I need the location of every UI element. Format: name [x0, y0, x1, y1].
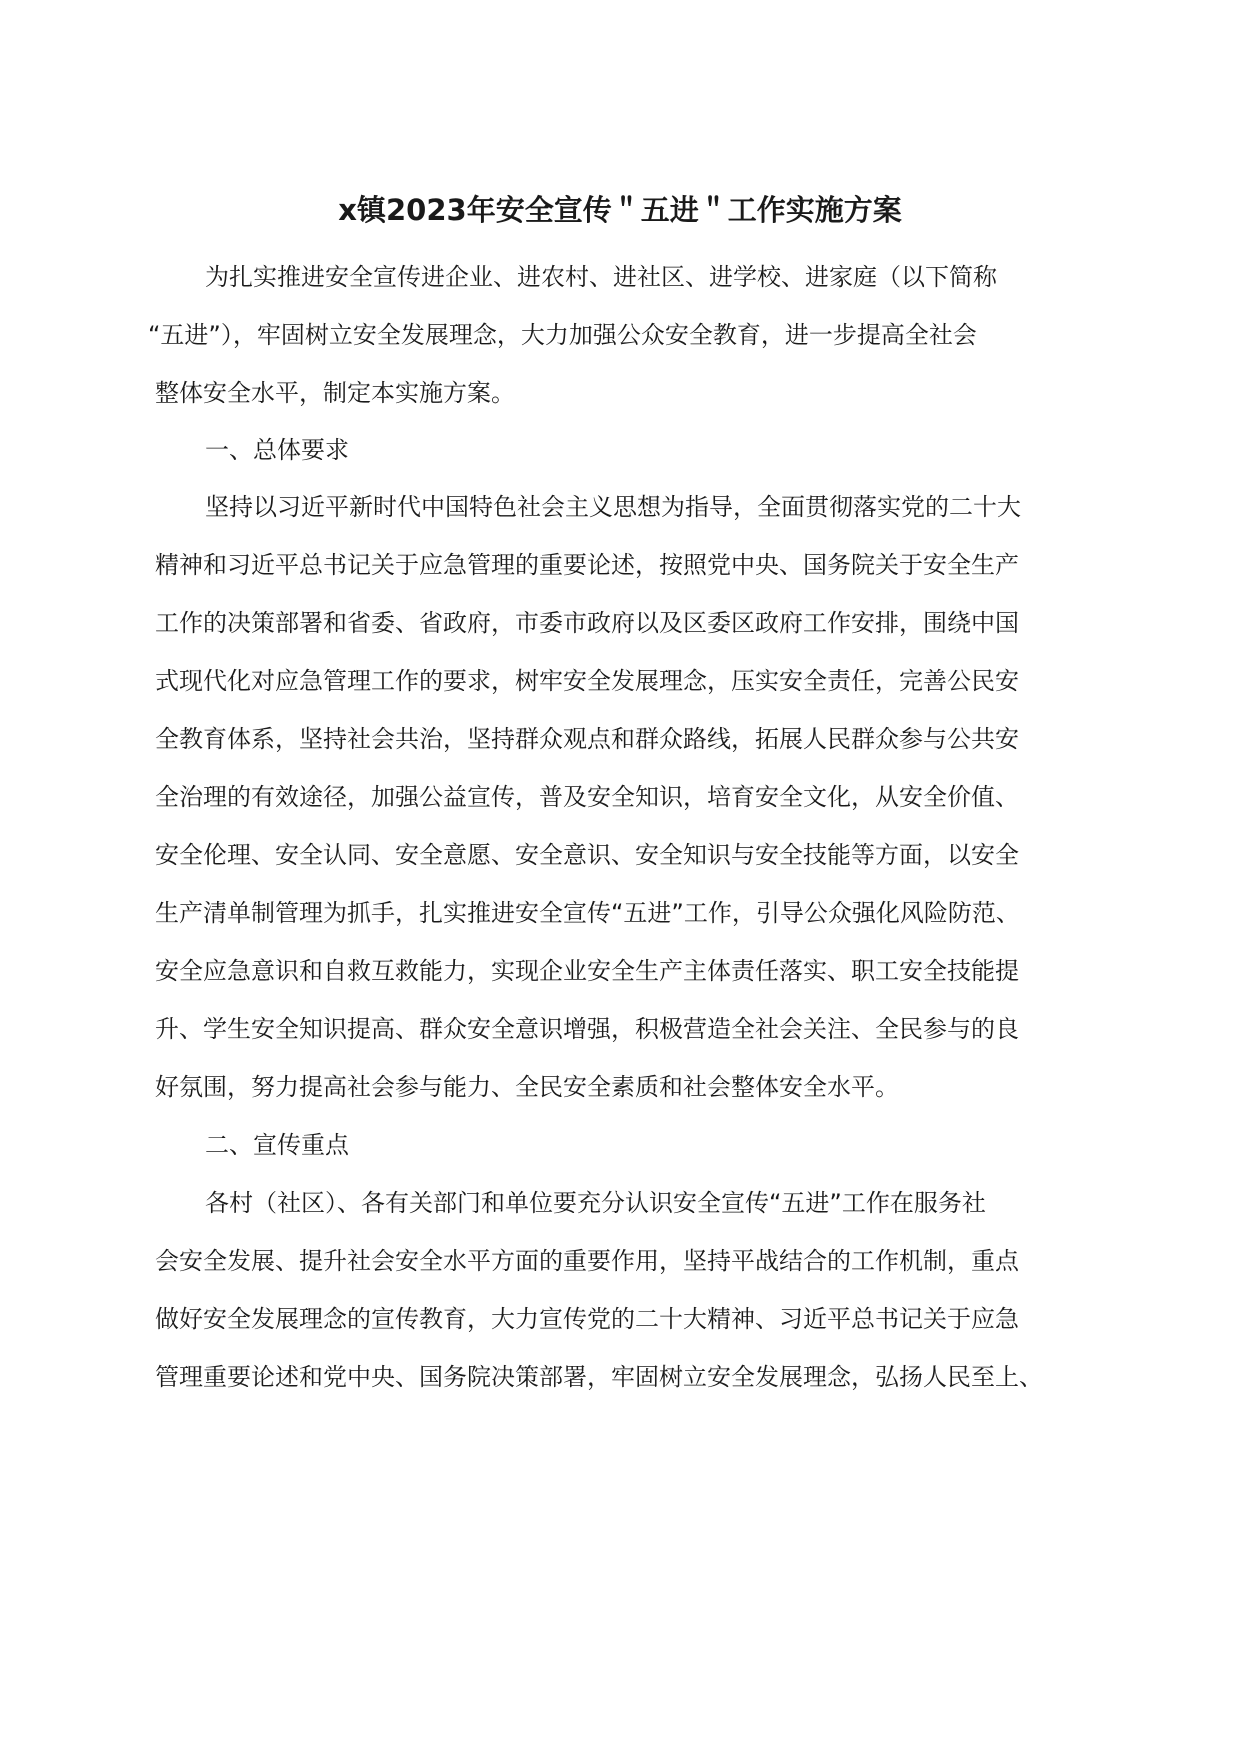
section-heading: 二、宣传重点: [205, 1131, 349, 1159]
paragraph-line: 做好安全发展理念的宣传教育，大力宣传党的二十大精神、习近平总书记关于应急: [155, 1305, 1019, 1333]
paragraph-line: 为扎实推进安全宣传进企业、进农村、进社区、进学校、进家庭（以下简称: [205, 263, 997, 291]
paragraph-line: 式现代化对应急管理工作的要求，树牢安全发展理念，压实安全责任，完善公民安: [155, 667, 1019, 695]
paragraph-line: 全教育体系，坚持社会共治，坚持群众观点和群众路线，拓展人民群众参与公共安: [155, 725, 1019, 753]
paragraph-line: 工作的决策部署和省委、省政府，市委市政府以及区委区政府工作安排，围绕中国: [155, 609, 1019, 637]
paragraph-line: 整体安全水平，制定本实施方案。: [155, 379, 515, 407]
document-title: x镇2023年安全宣传＂五进＂工作实施方案: [338, 193, 902, 227]
paragraph-line: “五进”），牢固树立安全发展理念，大力加强公众安全教育，进一步提高全社会: [148, 321, 977, 349]
section-heading: 一、总体要求: [205, 436, 349, 464]
paragraph-line: 全治理的有效途径，加强公益宣传，普及安全知识，培育安全文化，从安全价值、: [155, 783, 1019, 811]
paragraph-line: 安全应急意识和自救互救能力，实现企业安全生产主体责任落实、职工安全技能提: [155, 957, 1019, 985]
paragraph-line: 安全伦理、安全认同、安全意愿、安全意识、安全知识与安全技能等方面，以安全: [155, 841, 1019, 869]
paragraph-line: 会安全发展、提升社会安全水平方面的重要作用，坚持平战结合的工作机制，重点: [155, 1247, 1019, 1275]
paragraph-line: 管理重要论述和党中央、国务院决策部署，牢固树立安全发展理念，弘扬人民至上、: [155, 1363, 1043, 1391]
paragraph-line: 精神和习近平总书记关于应急管理的重要论述，按照党中央、国务院关于安全生产: [155, 551, 1019, 579]
paragraph-line: 升、学生安全知识提高、群众安全意识增强，积极营造全社会关注、全民参与的良: [155, 1015, 1019, 1043]
paragraph-line: 生产清单制管理为抓手，扎实推进安全宣传“五进”工作，引导公众强化风险防范、: [155, 899, 1020, 927]
paragraph-line: 坚持以习近平新时代中国特色社会主义思想为指导，全面贯彻落实党的二十大: [205, 493, 1021, 521]
paragraph-line: 好氛围，努力提高社会参与能力、全民安全素质和社会整体安全水平。: [155, 1073, 899, 1101]
paragraph-line: 各村（社区）、各有关部门和单位要充分认识安全宣传“五进”工作在服务社: [205, 1189, 986, 1217]
